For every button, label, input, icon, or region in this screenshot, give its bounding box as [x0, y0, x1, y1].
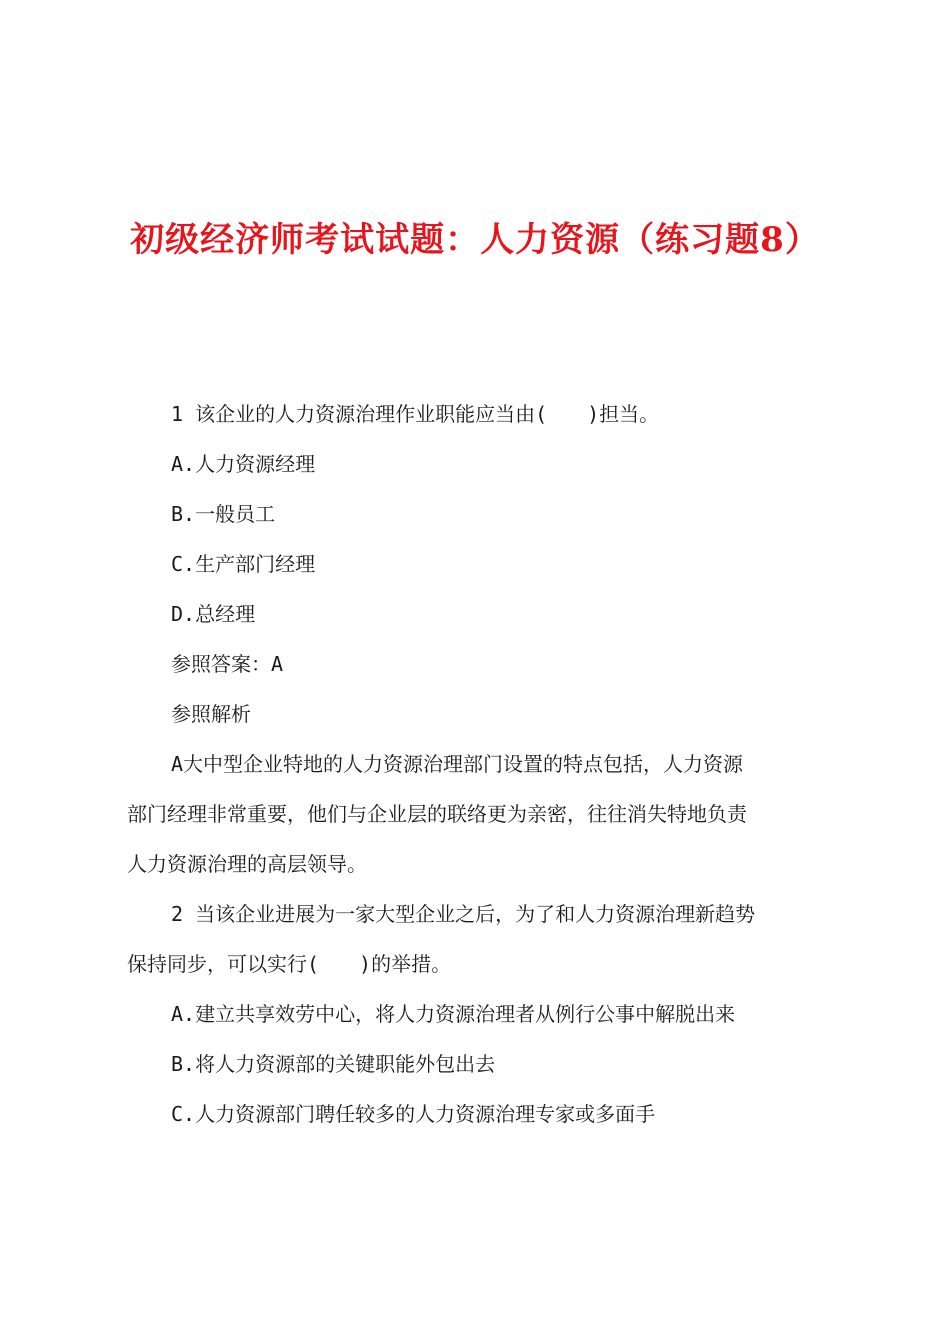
question-1-analysis: [127, 748, 827, 898]
question-2-text: [127, 898, 827, 998]
analysis-line-1: A大中型企业特地的人力资源治理部门设置的特点包括，人力资源: [171, 752, 744, 776]
document-title: 初级经济师考试试题：人力资源（练习题8）: [130, 220, 820, 260]
analysis-line-2: 部门经理非常重要，他们与企业层的联络更为亲密，往往消失特地负责: [127, 802, 747, 826]
question-2-option-a: A.建立共享效劳中心，将人力资源治理者从例行公事中解脱出来: [171, 1002, 736, 1026]
question-1-option-b: B.一般员工: [171, 502, 276, 526]
question-1-answer: 参照答案：A: [171, 652, 284, 676]
analysis-line-3: 人力资源治理的高层领导。: [127, 852, 367, 876]
question-2-option-c: C.人力资源部门聘任较多的人力资源治理专家或多面手: [171, 1102, 656, 1126]
question-2-option-b: B.将人力资源部的关键职能外包出去: [171, 1052, 496, 1076]
question-1-text: 1 该企业的人力资源治理作业职能应当由( )担当。: [171, 402, 660, 426]
question-2-line-2: 保持同步，可以实行( )的举措。: [127, 952, 452, 976]
question-1-option-c: C.生产部门经理: [171, 552, 316, 576]
question-1-option-a: A.人力资源经理: [171, 452, 316, 476]
question-2-line-1: 2 当该企业进展为一家大型企业之后，为了和人力资源治理新趋势: [171, 902, 756, 926]
question-1-analysis-label: 参照解析: [171, 702, 251, 726]
question-1-option-d: D.总经理: [171, 602, 256, 626]
document-body: [127, 398, 827, 1148]
